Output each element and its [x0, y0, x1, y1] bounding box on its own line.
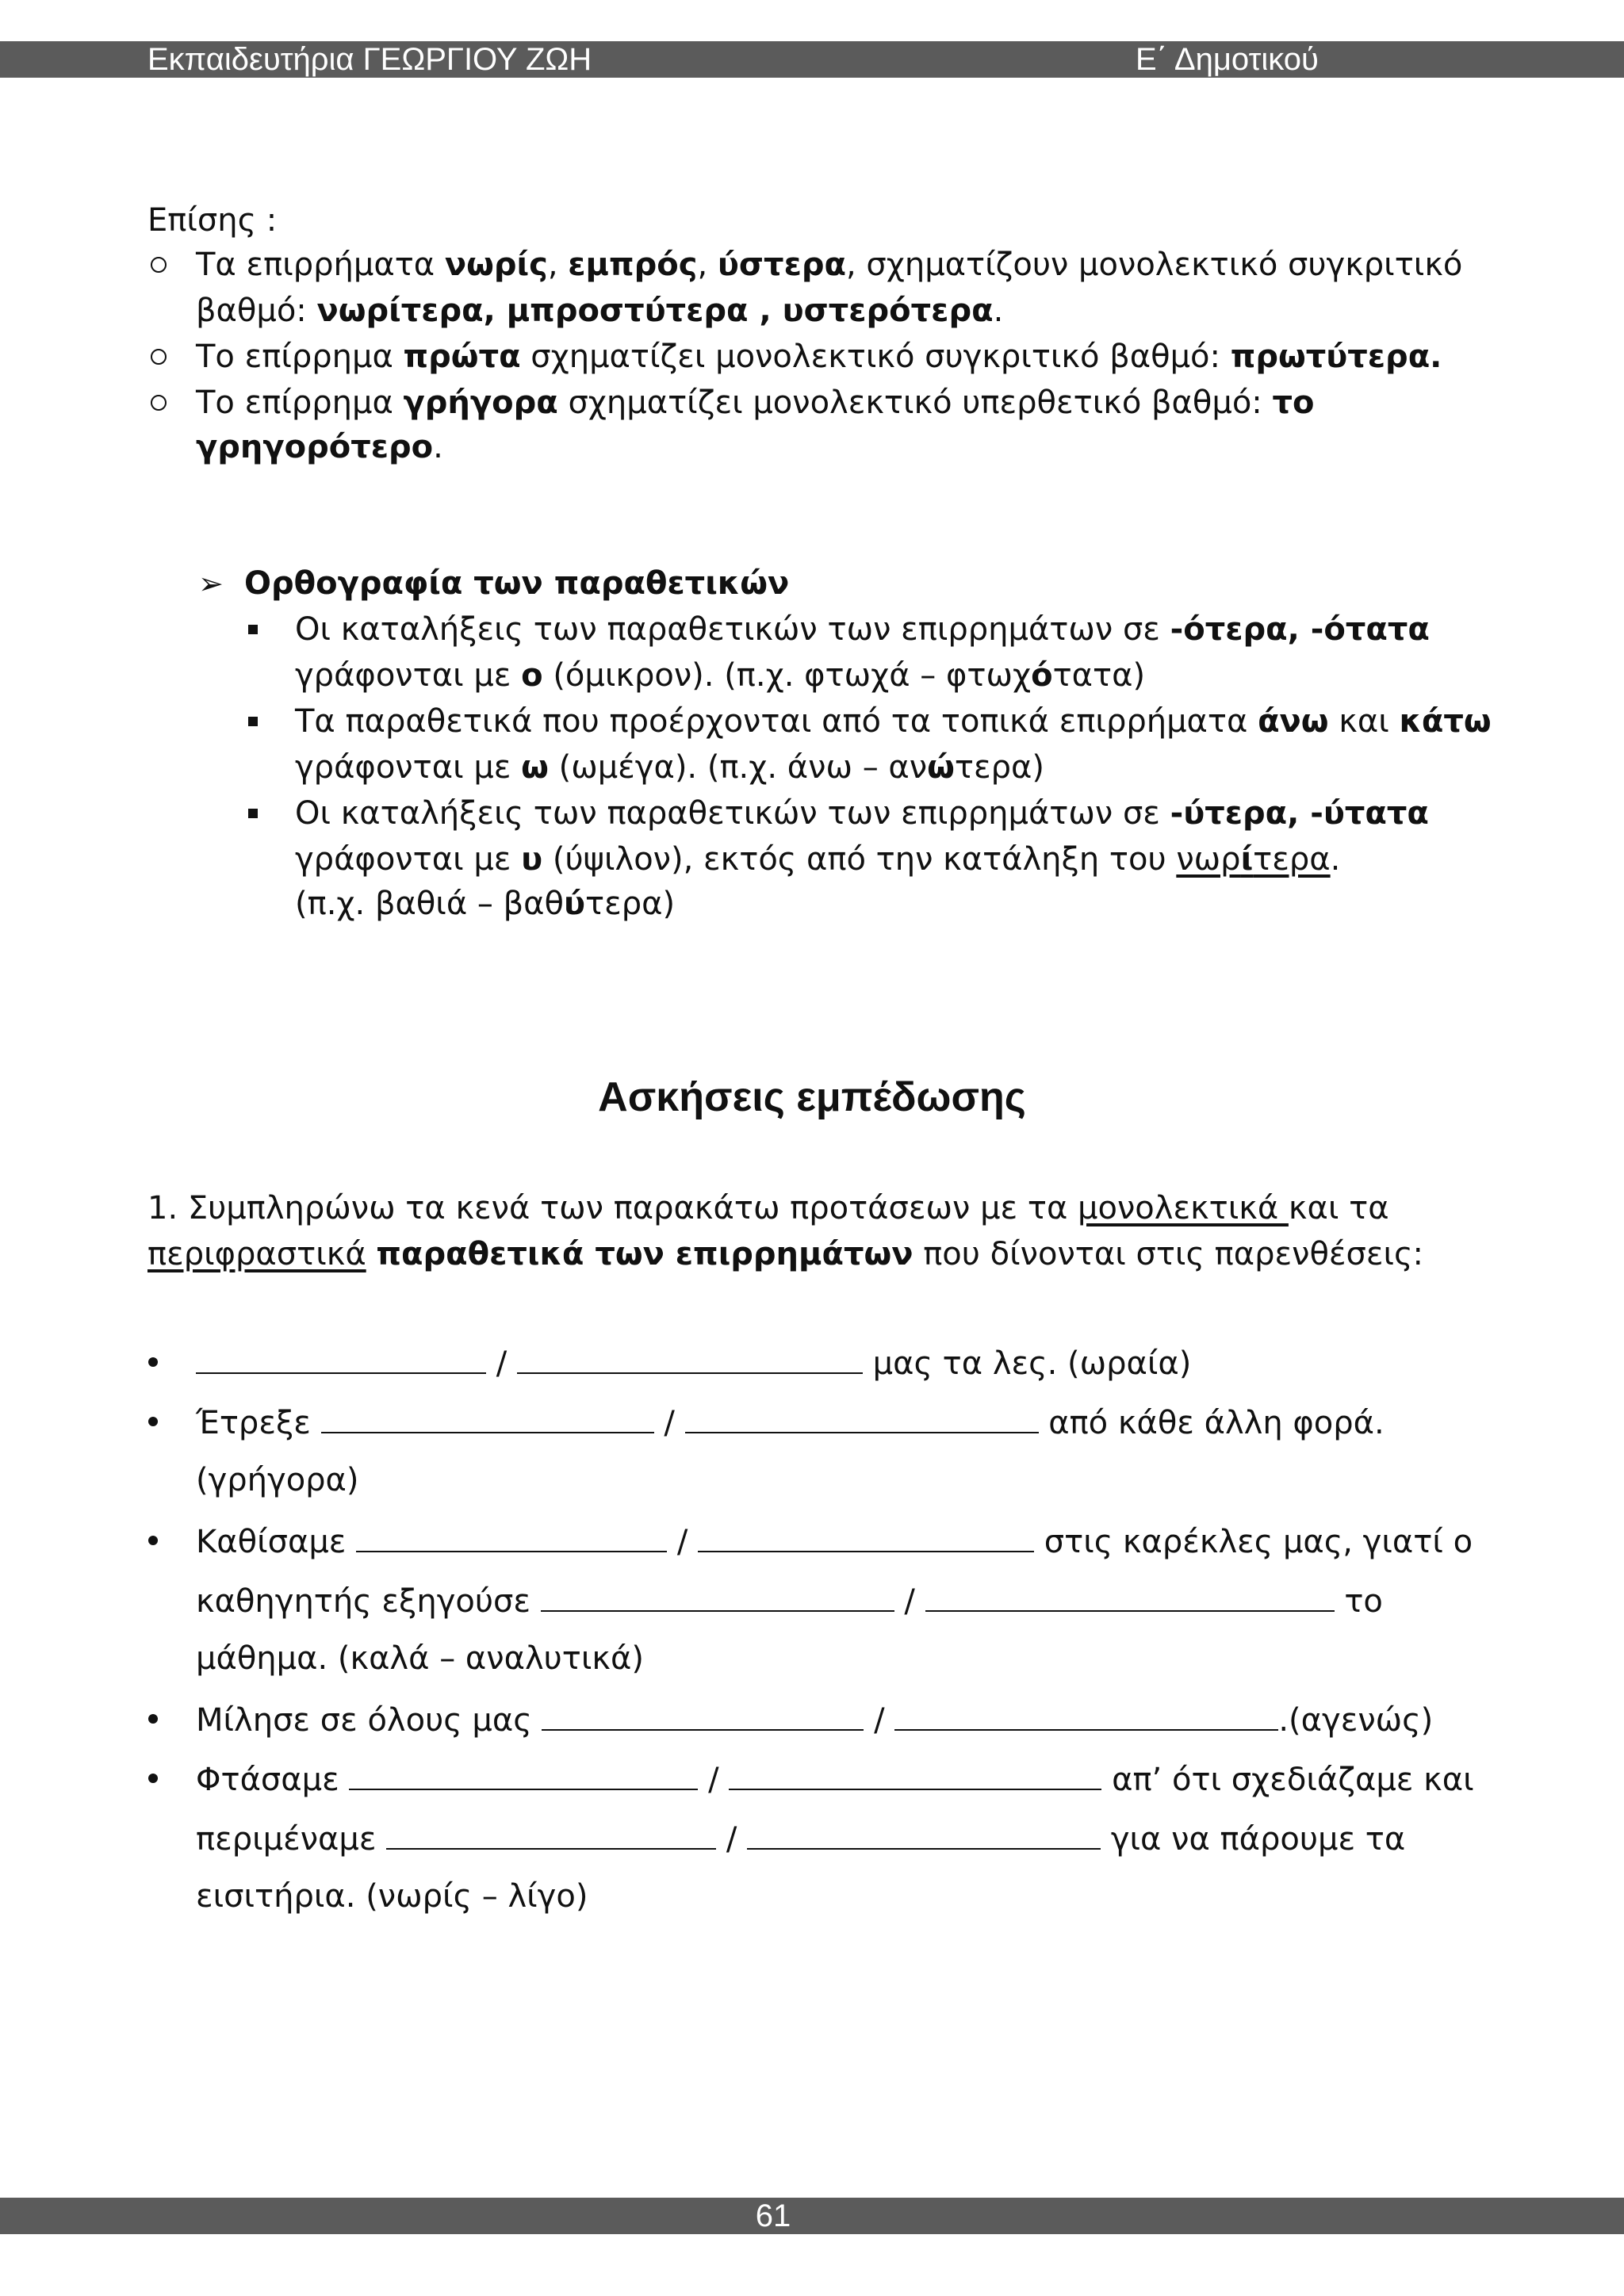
- answer-blank[interactable]: [386, 1818, 716, 1850]
- exercise-item-3-line-2: καθηγητής εξηγούσε / το: [196, 1580, 1383, 1621]
- exercise-item-5-line-2: περιμέναμε / για να πάρουμε τα: [196, 1818, 1405, 1858]
- exercise-item-5-line-3: εισιτήρια. (νωρίς – λίγο): [196, 1878, 588, 1915]
- intro-bullet-1-line-2: βαθμό: νωρίτερα, μπροστύτερα , υστερότερα.: [196, 293, 1004, 329]
- answer-blank[interactable]: [541, 1580, 894, 1612]
- exercise-item-2-line-1: Έτρεξε / από κάθε άλλη φορά.: [196, 1402, 1385, 1442]
- spelling-heading: Ορθογραφία των παραθετικών: [244, 565, 790, 602]
- circle-bullet-icon: [151, 349, 167, 365]
- exercise-item-5-line-1: Φτάσαμε / απ’ ότι σχεδιάζαμε και: [196, 1758, 1474, 1799]
- exercise-item-1: / μας τα λες. (ωραία): [196, 1342, 1191, 1383]
- answer-blank[interactable]: [925, 1580, 1335, 1612]
- arrow-bullet-icon: ➢: [198, 566, 224, 601]
- answer-blank[interactable]: [349, 1758, 698, 1790]
- intro-bullet-2: Το επίρρημα πρώτα σχηματίζει μονολεκτικό συγκριτικό βαθμό: πρωτύτερα.: [196, 339, 1442, 375]
- dot-bullet-icon: [148, 1417, 158, 1426]
- instruction-line-2: περιφραστικά παραθετικά των επιρρημάτων που δίνονται στις παρενθέσεις:: [147, 1236, 1423, 1272]
- footer-bar: [0, 2198, 1624, 2234]
- answer-blank[interactable]: [196, 1342, 486, 1374]
- exercise-item-2-line-2: (γρήγορα): [196, 1462, 359, 1498]
- spelling-rule-3-line-2: γράφονται με υ (ύψιλον), εκτός από την κατάληξη του νωρίτερα.: [295, 841, 1341, 878]
- square-bullet-icon: [248, 625, 258, 634]
- intro-label: Επίσης :: [147, 202, 278, 239]
- spelling-rule-1-line-1: Οι καταλήξεις των παραθετικών των επιρρημάτων σε -ότερα, -ότατα: [295, 611, 1430, 648]
- answer-blank[interactable]: [356, 1521, 667, 1552]
- square-bullet-icon: [248, 717, 258, 726]
- answer-blank[interactable]: [685, 1402, 1039, 1433]
- intro-bullet-3-line-1: Το επίρρημα γρήγορα σχηματίζει μονολεκτικό υπερθετικό βαθμό: το: [196, 385, 1315, 421]
- answer-blank[interactable]: [894, 1699, 1278, 1731]
- spelling-rule-3-line-3: (π.χ. βαθιά – βαθύτερα): [295, 886, 676, 922]
- answer-blank[interactable]: [321, 1402, 654, 1433]
- exercises-title: Ασκήσεις εμπέδωσης: [598, 1074, 1026, 1120]
- square-bullet-icon: [248, 809, 258, 818]
- exercise-item-3-line-3: μάθημα. (καλά – αναλυτικά): [196, 1640, 644, 1677]
- spelling-rule-2-line-1: Τα παραθετικά που προέρχονται από τα τοπικά επιρρήματα άνω και κάτω: [295, 703, 1492, 740]
- answer-blank[interactable]: [729, 1758, 1101, 1790]
- header-grade: Ε΄ Δημοτικού: [1136, 42, 1319, 77]
- answer-blank[interactable]: [542, 1699, 864, 1731]
- dot-bullet-icon: [148, 1774, 158, 1783]
- dot-bullet-icon: [148, 1536, 158, 1545]
- spelling-rule-2-line-2: γράφονται με ω (ωμέγα). (π.χ. άνω – ανώτερα): [295, 749, 1044, 786]
- circle-bullet-icon: [151, 257, 167, 273]
- spelling-rule-1-line-2: γράφονται με ο (όμικρον). (π.χ. φτωχά – φτωχότατα): [295, 657, 1146, 694]
- dot-bullet-icon: [148, 1714, 158, 1724]
- circle-bullet-icon: [151, 395, 167, 411]
- instruction-line-1: 1. Συμπληρώνω τα κενά των παρακάτω προτάσεων με τα μονολεκτικά και τα: [147, 1190, 1389, 1226]
- intro-bullet-3-line-2: γρηγορότερο.: [196, 429, 443, 465]
- page-number: 61: [755, 2198, 791, 2233]
- answer-blank[interactable]: [698, 1521, 1034, 1552]
- intro-bullet-1-line-1: Τα επιρρήματα νωρίς, εμπρός, ύστερα, σχηματίζουν μονολεκτικό συγκριτικό: [196, 247, 1463, 283]
- answer-blank[interactable]: [747, 1818, 1101, 1850]
- exercise-item-4: Μίλησε σε όλους μας / .(αγενώς): [196, 1699, 1433, 1739]
- header-bar: [0, 41, 1624, 78]
- header-school-name: Εκπαιδευτήρια ΓΕΩΡΓΙΟΥ ΖΩΗ: [147, 42, 592, 77]
- answer-blank[interactable]: [517, 1342, 863, 1374]
- spelling-rule-3-line-1: Οι καταλήξεις των παραθετικών των επιρρημάτων σε -ύτερα, -ύτατα: [295, 795, 1429, 832]
- dot-bullet-icon: [148, 1357, 158, 1367]
- exercise-item-3-line-1: Καθίσαμε / στις καρέκλες μας, γιατί ο: [196, 1521, 1473, 1561]
